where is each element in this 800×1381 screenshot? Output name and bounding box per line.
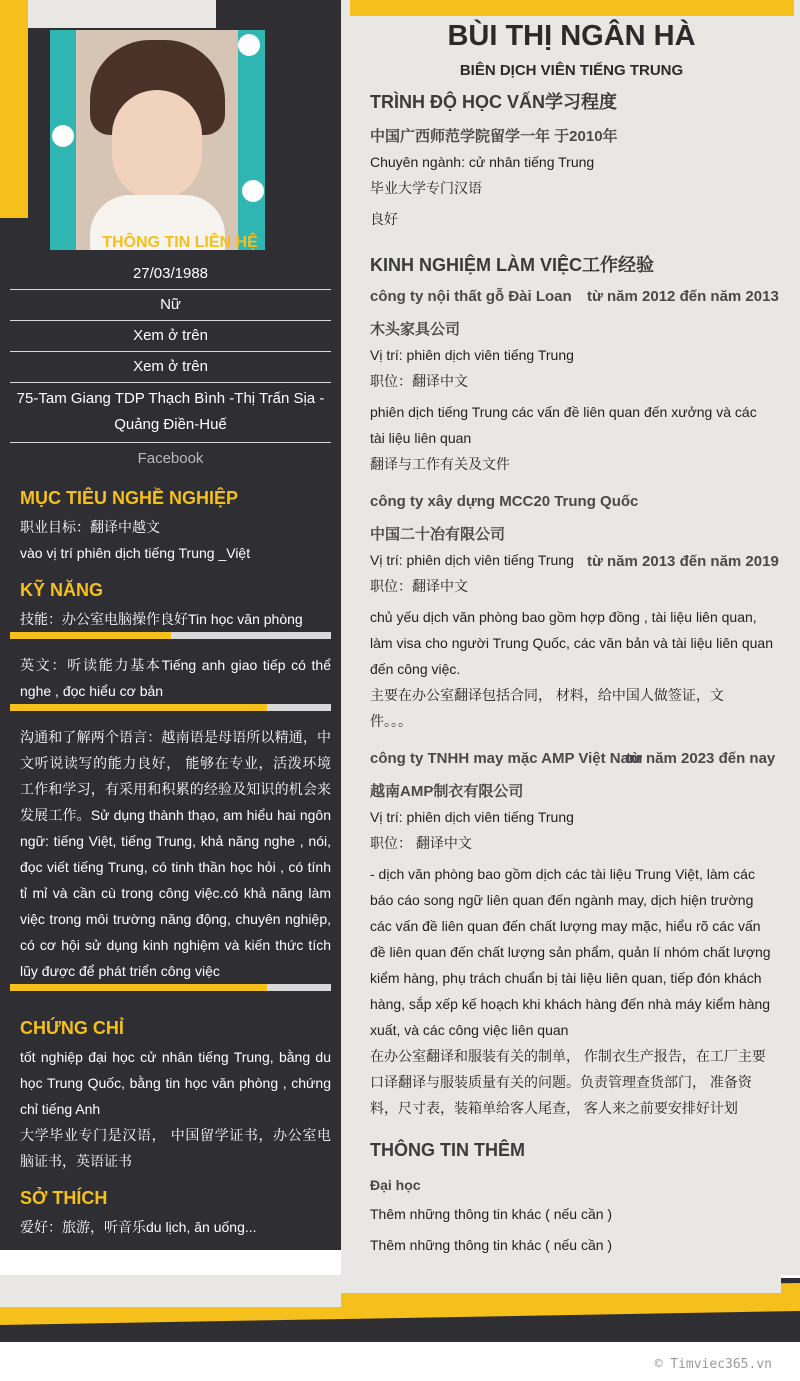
job-company-cn: 中国二十冶有限公司: [370, 526, 506, 543]
gender: Nữ: [10, 294, 331, 321]
skill-bar-fill: [10, 704, 267, 711]
copyright-text: © Timviec365.vn: [654, 1357, 772, 1372]
education-school: 中国广西师范学院留学一年 于2010年: [370, 128, 618, 145]
skill-bar-fill: [10, 632, 171, 639]
flower-icon: [52, 125, 74, 147]
job-desc: chủ yếu dịch văn phòng bao gồm hợp đồng , tài liệu liên quan, làm visa cho người Trung Quốc, các văn bản và tài liệu liên quan đến công việc.: [370, 609, 773, 677]
flower-icon: [238, 34, 260, 56]
education-major: Chuyên ngành: cử nhân tiếng Trung: [370, 154, 595, 170]
job-position-cn: 职位：翻译中文: [370, 578, 468, 594]
job-position: Vị trí: phiên dịch viên tiếng Trung: [370, 809, 574, 825]
skill-text-1: 技能：办公室电脑操作良好Tin học văn phòng: [20, 611, 303, 627]
job-desc-cn: 翻译与工作有关及文件: [370, 456, 510, 472]
hobbies-text: 爱好：旅游，听音乐du lịch, ăn uống...: [20, 1219, 257, 1235]
hobbies-title: SỞ THÍCH: [20, 1188, 108, 1208]
job-desc-cn: 主要在办公室翻译包括合同， 材料，给中国人做签证，文件。。。: [370, 687, 724, 729]
facebook-link[interactable]: Facebook: [137, 450, 204, 467]
education-desc-2: 良好: [370, 211, 398, 227]
career-goal-line-2: vào vị trí phiên dịch tiếng Trung _Việt: [20, 545, 251, 561]
job-company: công ty TNHH may mặc AMP Việt Nam: [370, 750, 643, 767]
additional-title: THÔNG TIN THÊM: [370, 1140, 525, 1160]
footer-decoration-light: [0, 1275, 341, 1307]
job-position: Vị trí: phiên dịch viên tiếng Trung: [370, 552, 574, 568]
job-desc: - dịch văn phòng bao gồm dịch các tài liệu Trung Việt, làm các báo cáo song ngữ liên quan đến ngành may, dịch hiện trường các vấn đề liên quan đến chất lượng may mặc, hiểu rõ các vấn đề liên quan đến chất lượng sản phẩm, quản lí nhóm chất lượng kiểm hàng, phụ trách chuẩn bị tài liệu liên quan, tiếp đón khách hàng, sắp xếp kế hoạch khi khách hàng đến nhà máy kiểm hàng xuất, và các công việc liên quan: [370, 866, 771, 1038]
skill-text-3: 沟通和了解两个语言：越南语是母语所以精通，中文听说读写的能力良好， 能够在专业，活泼环境工作和学习，有采用和积累的经验及知识的机会来发展工作。Sử dụng thành thạo, am hiểu hai ngôn ngữ: tiếng Việt, tiếng Trung, khả năng nghe , nói, đọc viết tiếng Trung, có tinh thần học hỏi , có tính tỉ mỉ và cần cù trong công việc.có khả năng làm việc trong môi trường năng động, chuyên nghiệp, có cơ hội sử dụng kinh nghiệm và kiến thức tích lũy được để phát triển công việc: [20, 729, 331, 979]
job-company: công ty nội thất gỗ Đài Loan: [370, 288, 572, 305]
certificates-title: CHỨNG CHỈ: [20, 1018, 124, 1038]
footer-decoration-light: [341, 1275, 781, 1293]
career-goal-title: MỤC TIÊU NGHỀ NGHIỆP: [20, 488, 239, 508]
top-left-decoration: [0, 0, 216, 28]
phone: Xem ở trên: [10, 325, 331, 352]
candidate-name: BÙI THỊ NGÂN HÀ: [447, 20, 696, 52]
flower-icon: [242, 180, 264, 202]
job-position-cn: 职位： 翻译中文: [370, 835, 472, 851]
address: 75-Tam Giang TDP Thạch Bình -Thị Trấn Sịa - Quảng Điền-Huế: [10, 386, 331, 443]
additional-line-2: Thêm những thông tin khác ( nếu cần ): [370, 1237, 613, 1253]
additional-subtitle: Đại học: [370, 1177, 421, 1193]
skill-bar-1: [10, 632, 331, 639]
job-position-cn: 职位：翻译中文: [370, 373, 468, 389]
additional-line-1: Thêm những thông tin khác ( nếu cần ): [370, 1206, 613, 1222]
job-company: công ty xây dựng MCC20 Trung Quốc: [370, 493, 639, 510]
certificates-line-1: tốt nghiệp đại học cử nhân tiếng Trung, bằng du học Trung Quốc, bằng tin học văn phòng , chứng chỉ tiếng Anh: [20, 1049, 331, 1117]
job-time: từ năm 2013 đến năm 2019: [587, 553, 779, 570]
job-company-cn: 木头家具公司: [370, 321, 461, 338]
job-time: từ năm 2012 đến năm 2013: [587, 288, 779, 305]
candidate-position: BIÊN DỊCH VIÊN TIẾNG TRUNG: [459, 62, 684, 79]
accent-bar-top: [350, 0, 794, 16]
job-position: Vị trí: phiên dịch viên tiếng Trung: [370, 347, 574, 363]
education-title: TRÌNH ĐỘ HỌC VẤN学习程度: [370, 92, 617, 112]
certificates-line-2: 大学毕业专门是汉语， 中国留学证书，办公室电脑证书，英语证书: [20, 1127, 331, 1169]
skill-bar-fill: [10, 984, 267, 991]
skill-bar-3: [10, 984, 331, 991]
email: Xem ở trên: [10, 356, 331, 383]
career-goal-line-1: 职业目标：翻译中越文: [20, 519, 160, 535]
job-company-cn: 越南AMP制衣有限公司: [370, 783, 524, 800]
experience-title: KINH NGHIỆM LÀM VIỆC工作经验: [370, 255, 655, 275]
contact-section-title: THÔNG TIN LIÊN HỆ: [102, 234, 258, 251]
education-desc-1: 毕业大学专门汉语: [370, 180, 482, 196]
birthday: 27/03/1988: [10, 263, 331, 290]
job-desc-cn: 在办公室翻译和服装有关的制单， 作制衣生产报告，在工厂主要口译翻译与服装质量有关的问题。负责管理查货部门， 准备资料，尺寸表，装箱单给客人尾查， 客人来之前要安排好计划: [370, 1048, 766, 1116]
skill-bar-2: [10, 704, 331, 711]
skill-text-2: 英文：听读能力基本Tiếng anh giao tiếp có thể nghe , đọc hiểu cơ bản: [20, 657, 331, 699]
job-time: từ năm 2023 đến nay: [626, 750, 776, 767]
accent-bar-left: [0, 0, 28, 218]
skills-title: KỸ NĂNG: [20, 580, 104, 600]
job-desc: phiên dịch tiếng Trung các vấn đề liên quan đến xưởng và các tài liệu liên quan: [370, 404, 757, 446]
avatar: [50, 30, 265, 250]
